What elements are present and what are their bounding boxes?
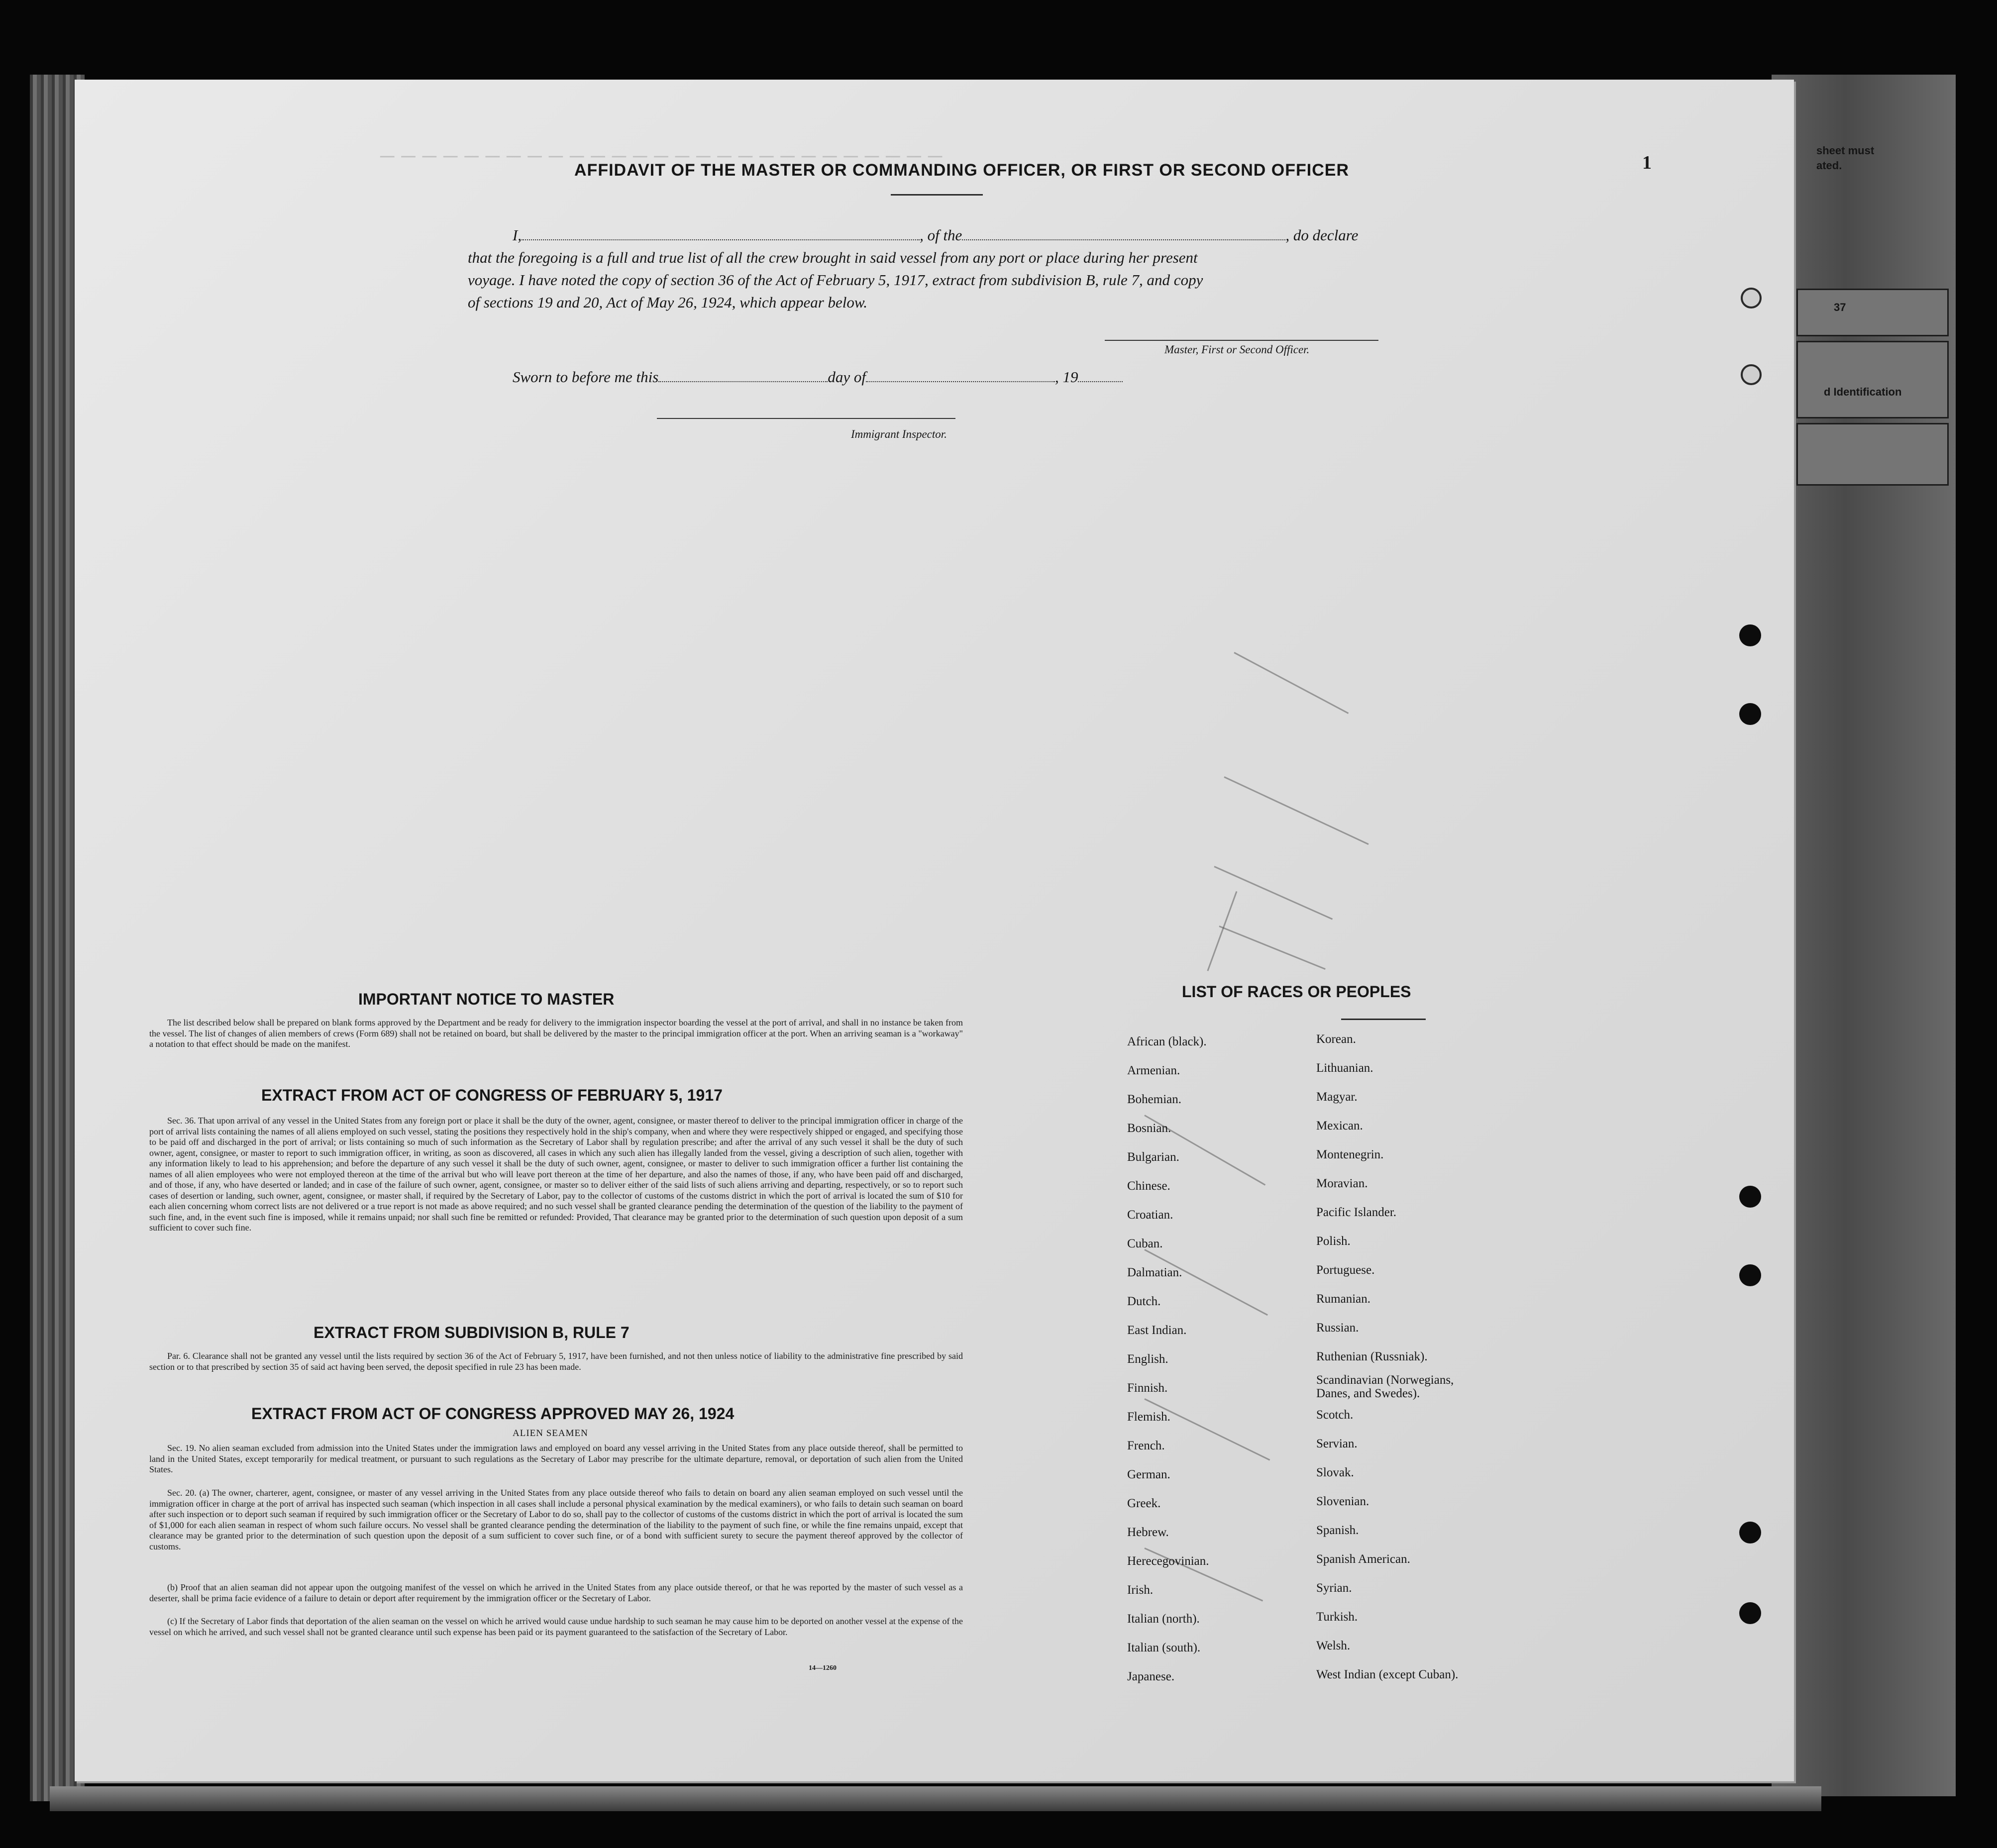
page-number: 1	[1642, 152, 1652, 173]
pencil-mark	[1224, 776, 1368, 845]
binder-hole	[1741, 364, 1762, 385]
back-page-text: ated.	[1816, 159, 1842, 172]
race-item: Mexican.	[1316, 1119, 1363, 1132]
page-edge-bottom	[50, 1786, 1821, 1811]
race-item: Bulgarian.	[1127, 1150, 1179, 1164]
races-title: LIST OF RACES OR PEOPLES	[1182, 983, 1411, 1001]
race-item: Cuban.	[1127, 1237, 1163, 1250]
back-page-cell	[1796, 289, 1949, 336]
race-item: Flemish.	[1127, 1410, 1170, 1424]
affidavit-line-2: that the foregoing is a full and true list of all the crew brought in said vessel from any port or place during her present	[468, 249, 1198, 266]
race-item: French.	[1127, 1439, 1165, 1452]
affidavit-title: AFFIDAVIT OF THE MASTER OR COMMANDING OFFICER, OR FIRST OR SECOND OFFICER	[574, 161, 1349, 180]
binder-hole	[1739, 1186, 1761, 1208]
back-page-cell	[1796, 341, 1949, 418]
race-item: Rumanian.	[1316, 1292, 1371, 1306]
binder-hole	[1739, 1602, 1761, 1624]
affidavit-line-4: of sections 19 and 20, Act of May 26, 1924, which appear below.	[468, 294, 868, 311]
race-item: English.	[1127, 1352, 1168, 1366]
manifest-page: ─────────────────────────── 1 AFFIDAVIT OF THE MASTER OR COMMANDING OFFICER, OR FIRST OR SECOND OFFICER I, , of the , do declare that the foregoing is a full and true list of all the crew brought in said vessel from any port or place during her present voyage. I have noted the copy of section 36 of the Act of February 5, 1917, extract from subdivision B, rule 7, and copy of sections 19 and 20, Act of May 26, 1924, which appear below. Master, First or Second Officer. Sworn to before me this day of , 19 Immigrant Inspector. IMPORTANT NOTICE TO MASTER The list described below shall be prepared on blank forms approved by the Department and be ready for delivery to the immigration inspector boarding the vessel at the port of arrival, and shall in no instance be taken from the vessel. The list of changes of alien members of crews (Form 689) shall not be retained on board, but shall be delivered by the master to the principal immigration officer at the port. When an arriving seaman is a "workaway" a notation to that effect should be made on the manifest. EXTRACT FROM ACT OF CONGRESS OF FEBRUARY 5, 1917 Sec. 36. That upon arrival of any vessel in the United States from any foreign port or place it shall be the duty of the owner, agent, consignee, or master thereof to deliver to the principal immigration officer in charge of the port of arrival lists containing the names of all aliens employed on such vessel, stating the positions they respectively hold in the ship's company, when and where they were respectively shipped or engaged, and specifying those to be paid off and discharged in the port of arrival; or lists containing so much of such information as the Secretary of Labor shall by regulation prescribe; and after the arrival of any such vessel it shall be the duty of such owner, agent, consignee, or master to report to such immigration officer, in writing, as soon as discovered, all cases in which any such alien has illegally landed from the vessel, giving a description of such alien, together with any information likely to lead to his apprehension; and before the departure of any such vessel it shall be the duty of such owner, agent, consignee, or master to deliver to such immigration officer a further list containing the names of all alien employees who were not employed thereon at the time of the arrival but who will leave port thereon at the time of her departure, and also the names of those, if any, who have been paid off and discharged, and of those, if any, who have deserted or landed; and in case of the failure of such owner, agent, consignee, or master so to deliver either of the said lists of such aliens arriving and departing, respectively, or so to report such cases of desertion or landing, such owner, agent, consignee, or master shall, if required by the Secretary of Labor, pay to the collector of customs of the customs district in which the port of arrival is located the sum of $10 for each alien concerning whom correct lists are not delivered or a true report is not made as above required; and no such vessel shall be granted clearance pending the determination of the question of the liability to the payment of such fine, and, in the event such fine is imposed, while it remains unpaid; nor shall such fine be remitted or refunded: Provided, That clearance may be granted prior to the determination of such question upon deposit of a sum sufficient to cover such fine. EXTRACT FROM SUBDIVISION B, RULE 7 Par. 6. Clearance shall not be granted any vessel until the lists required by section 36 of the Act of February 5, 1917, have been furnished, and not then unless notice of liability to the administrative fine prescribed by said section or to that prescribed by section 35 of said act having been served, the deposit specified in rule 23 has been made. EXTRACT FROM ACT OF CONGRESS APPROVED MAY 26, 1924 ALIEN SEAMEN Sec. 19. No alien seaman excluded from admission into the United States under the immigration laws and employed on board any vessel arriving in the United States from any place outside thereof, shall be permitted to land in the United States, except temporarily for medical treatment, or pursuant to such regulations as the Secretary of Labor may prescribe for the ultimate departure, removal, or deportation of such alien from the United States. Sec. 20. (a) The owner, charterer, agent, consignee, or master of any vessel arriving in the United States from any place outside thereof who fails to detain on board any alien seaman employed on such vessel until the immigration officer in charge at the port of arrival has inspected such seaman (which inspection in all cases shall include a personal physical examination by the medical examiners), or who fails to detain such seaman on board after such inspection or to deport such seaman if required by such immigration officer or the Secretary of Labor to do so, shall pay to the collector of customs of the customs district in which the port of arrival is located the sum of $1,000 for each alien seaman in respect of whom such failure occurs. No vessel shall be granted clearance pending the determination of the liability to the payment of such fine, or while the fine remains unpaid, except that clearance may be granted prior to the determination of such question upon the deposit of a sum sufficient to cover such fine, or of a bond with sufficient surety to secure the payment thereof approved by the collector of customs. (b) Proof that an alien seaman did not appear upon the outgoing manifest of the vessel on which he arrived in the United States from any place outside thereof, or that he was reported by the master of such vessel as a deserter, shall be prima facie evidence of a failure to detain or deport after requirement by the immigration officer or the Secretary of Labor. (c) If the Secretary of Labor finds that deportation of the alien seaman on the vessel on which he arrived would cause undue hardship to such seaman he may cause him to be deported on another vessel at the expense of the vessel on which he arrived, and such vessel shall not be granted clearance until such expense has been paid or its payment guaranteed to the satisfaction of the Secretary of Labor. 14—1260 LIST OF RACES OR PEOPLES African (black). Armenian. Bohemian. Bosnian. Bulgarian. Chinese. Croatian. Cuban. Dalmatian. Dutch. East Indian. English. Finnish. Flemish. French. German. Greek. Hebrew. Herecegovinian. Irish. Italian (north). Italian (south). Japanese. Korean. Lithuanian. Magyar. Mexican. Montenegrin. Moravian. Pacific Islander. Polish. Portuguese. Rumanian. Russian. Ruthenian (Russniak). Scandinavian (Norwegians, Danes, and Swedes). Scotch. Servian. Slovak. Slovenian. Spanish. Spanish American. Syrian. Turkish. Welsh. West Indian (except Cuban).	[75, 80, 1794, 1781]
back-page-strip	[1772, 75, 1956, 1796]
extract-1924-title: EXTRACT FROM ACT OF CONGRESS APPROVED MAY 26, 1924	[251, 1405, 735, 1423]
day-blank[interactable]	[658, 370, 828, 382]
race-item: Russian.	[1316, 1321, 1359, 1335]
race-item: Montenegrin.	[1316, 1148, 1384, 1161]
extract-rule7-title: EXTRACT FROM SUBDIVISION B, RULE 7	[314, 1324, 630, 1341]
name-blank[interactable]	[522, 228, 920, 240]
sworn-part-2: day of	[828, 368, 866, 386]
race-item: Welsh.	[1316, 1639, 1351, 1652]
race-item: Lithuanian.	[1316, 1061, 1373, 1075]
sworn-line	[513, 368, 1123, 386]
master-caption: Master, First or Second Officer.	[1164, 343, 1310, 356]
race-item: Irish.	[1127, 1583, 1154, 1597]
section-20b-text: (b) Proof that an alien seaman did not appear upon the outgoing manifest of the vessel on which he arrived in the United States from any place outside thereof, or that he was reported by the master of such vessel as a deserter, shall be prima facie evidence of a failure to detain or deport after requirement by the immigration officer or the Secretary of Labor.	[149, 1582, 963, 1603]
race-item: Bohemian.	[1127, 1093, 1182, 1106]
race-item: Slovenian.	[1316, 1495, 1369, 1508]
race-item: Korean.	[1316, 1032, 1356, 1046]
race-item: Spanish American.	[1316, 1552, 1410, 1566]
section-20a-text: Sec. 20. (a) The owner, charterer, agent, consignee, or master of any vessel arriving in the United States from any place outside thereof who fails to detain on board any alien seaman employed on such vessel until the immigration officer in charge at the port of arrival has inspected such seaman (which inspection in all cases shall include a personal physical examination by the medical examiners), or who fails to detain such seaman on board after such inspection or to deport such seaman if required by such immigration officer or the Secretary of Labor to do so, shall pay to the collector of customs of the customs district in which the port of arrival is located the sum of $1,000 for each alien seaman in respect of whom such failure occurs. No vessel shall be granted clearance pending the determination of the liability to the payment of such fine, or while the fine remains unpaid, except that clearance may be granted prior to the determination of such question upon the deposit of a sum sufficient to cover such fine, or of a bond with sufficient surety to secure the payment thereof approved by the collector of customs.	[149, 1488, 963, 1551]
binder-hole	[1739, 703, 1761, 725]
pencil-mark	[1234, 652, 1349, 714]
race-item: Greek.	[1127, 1497, 1161, 1510]
race-item: Armenian.	[1127, 1064, 1180, 1077]
form-number: 14—1260	[809, 1664, 837, 1672]
inspector-signature-line[interactable]	[657, 418, 955, 419]
race-item: Portuguese.	[1316, 1263, 1375, 1277]
extract-1917-title: EXTRACT FROM ACT OF CONGRESS OF FEBRUARY 5, 1917	[261, 1086, 723, 1104]
year-blank[interactable]	[1078, 370, 1123, 382]
affidavit-line-1-part-1: I,	[513, 226, 522, 244]
pencil-mark	[1219, 925, 1325, 970]
race-item: German.	[1127, 1468, 1170, 1481]
race-item: Servian.	[1316, 1437, 1358, 1450]
affidavit-line-1-part-2: , of the	[920, 226, 962, 244]
section-19-text: Sec. 19. No alien seaman excluded from admission into the United States under the immigration laws and employed on board any vessel arriving in the United States from any place outside thereof, shall be permitted to land in the United States, except temporarily for medical treatment, or pursuant to such regulations as the Secretary of Labor may prescribe for the ultimate departure, removal, or deportation of such alien from the United States.	[149, 1443, 963, 1474]
races-title-rule	[1341, 1019, 1426, 1020]
title-rule	[891, 194, 983, 196]
sworn-part-1: Sworn to before me this	[513, 368, 659, 386]
race-item: African (black).	[1127, 1035, 1207, 1048]
binder-hole	[1739, 1264, 1761, 1286]
affidavit-line-3: voyage. I have noted the copy of section 36 of the Act of February 5, 1917, extract from subdivision B, rule 7, and copy	[468, 271, 1203, 289]
pencil-mark	[1214, 866, 1333, 920]
race-item: Italian (south).	[1127, 1641, 1201, 1654]
race-item: Italian (north).	[1127, 1612, 1200, 1626]
back-page-text: sheet must	[1816, 144, 1875, 157]
race-item: Scotch.	[1316, 1408, 1354, 1422]
race-item: Slovak.	[1316, 1466, 1354, 1479]
race-item: Spanish.	[1316, 1524, 1359, 1537]
notice-title: IMPORTANT NOTICE TO MASTER	[358, 990, 615, 1008]
binder-hole	[1739, 624, 1761, 646]
binder-hole	[1739, 1522, 1761, 1543]
race-item: Hebrew.	[1127, 1526, 1169, 1539]
race-item: Chinese.	[1127, 1179, 1170, 1193]
binder-hole	[1741, 288, 1762, 308]
month-blank[interactable]	[866, 370, 1055, 382]
extract-rule7-text: Par. 6. Clearance shall not be granted any vessel until the lists required by section 36 of the Act of February 5, 1917, have been furnished, and not then unless notice of liability to the administrative fine prescribed by said section or to that prescribed by section 35 of said act having been served, the deposit specified in rule 23 has been made.	[149, 1351, 963, 1372]
race-item: Japanese.	[1127, 1670, 1175, 1683]
inspector-caption: Immigrant Inspector.	[851, 428, 947, 440]
vessel-blank[interactable]	[962, 228, 1285, 240]
race-item: Turkish.	[1316, 1610, 1358, 1624]
race-item: Croatian.	[1127, 1208, 1173, 1222]
race-item: Moravian.	[1316, 1177, 1368, 1190]
alien-seamen-subtitle: ALIEN SEAMEN	[513, 1428, 588, 1438]
race-item: Pacific Islander.	[1316, 1206, 1397, 1219]
race-item: East Indian.	[1127, 1324, 1187, 1337]
back-page-cell	[1796, 423, 1949, 486]
extract-1917-text: Sec. 36. That upon arrival of any vessel in the United States from any foreign port or place it shall be the duty of the owner, agent, consignee, or master thereof to deliver to the principal immigration officer in charge of the port of arrival lists containing the names of all aliens employed on such vessel, stating the positions they respectively hold in the ship's company, when and where they were respectively shipped or engaged, and specifying those to be paid off and discharged in the port of arrival; or lists containing so much of such information as the Secretary of Labor shall by regulation prescribe; and after the arrival of any such vessel it shall be the duty of such owner, agent, consignee, or master to report to such immigration officer, in writing, as soon as discovered, all cases in which any such alien has illegally landed from the vessel, giving a description of such alien, together with any information likely to lead to his apprehension; and before the departure of any such vessel it shall be the duty of such owner, agent, consignee, or master to deliver to such immigration officer a further list containing the names of all alien employees who were not employed thereon at the time of the arrival but who will leave port thereon at the time of her departure, and also the names of those, if any, who have been paid off and discharged, and of those, if any, who have deserted or landed; and in case of the failure of such owner, agent, consignee, or master so to deliver either of the said lists of such aliens arriving and departing, respectively, or so to report such cases of desertion or landing, such owner, agent, consignee, or master shall, if required by the Secretary of Labor, pay to the collector of customs of the customs district in which the port of arrival is located the sum of $10 for each alien concerning whom correct lists are not delivered or a true report is not made as above required; and no such vessel shall be granted clearance pending the determination of the question of the liability to the payment of such fine, and, in the event such fine is imposed, while it remains unpaid; nor shall such fine be remitted or refunded: Provided, That clearance may be granted prior to the determination of such question upon deposit of a sum sufficient to cover such fine.	[149, 1116, 963, 1232]
sworn-part-3: , 19	[1054, 368, 1078, 386]
race-item: Finnish.	[1127, 1381, 1168, 1395]
race-item: Magyar.	[1316, 1090, 1358, 1104]
affidavit-line-1	[513, 226, 1358, 244]
race-item: Ruthenian (Russniak).	[1316, 1350, 1428, 1363]
race-item: Dutch.	[1127, 1295, 1161, 1308]
back-page-text: d Identification	[1824, 386, 1902, 398]
race-item: Dalmatian.	[1127, 1266, 1182, 1279]
race-item: West Indian (except Cuban).	[1316, 1668, 1459, 1681]
affidavit-line-1-part-3: , do declare	[1285, 226, 1359, 244]
race-item: Syrian.	[1316, 1581, 1352, 1595]
master-signature-line[interactable]	[1105, 340, 1378, 341]
section-20c-text: (c) If the Secretary of Labor finds that deportation of the alien seaman on the vessel on which he arrived would cause undue hardship to such seaman he may cause him to be deported on another vessel at the expense of the vessel on which he arrived, and such vessel shall not be granted clearance until such expense has been paid or its payment guaranteed to the satisfaction of the Secretary of Labor.	[149, 1616, 963, 1637]
back-page-text: 37	[1834, 301, 1846, 313]
notice-text: The list described below shall be prepared on blank forms approved by the Department and be ready for delivery to the immigration inspector boarding the vessel at the port of arrival, and shall in no instance be taken from the vessel. The list of changes of alien members of crews (Form 689) shall not be retained on board, but shall be delivered by the master to the principal immigration officer at the port. When an arriving seaman is a "workaway" a notation to that effect should be made on the manifest.	[149, 1018, 963, 1049]
race-item: Scandinavian (Norwegians, Danes, and Swedes).	[1316, 1373, 1454, 1400]
race-item: Bosnian.	[1127, 1122, 1171, 1135]
race-item: Herecegovinian.	[1127, 1554, 1209, 1568]
race-item: Polish.	[1316, 1234, 1351, 1248]
pencil-mark	[1144, 1249, 1268, 1316]
